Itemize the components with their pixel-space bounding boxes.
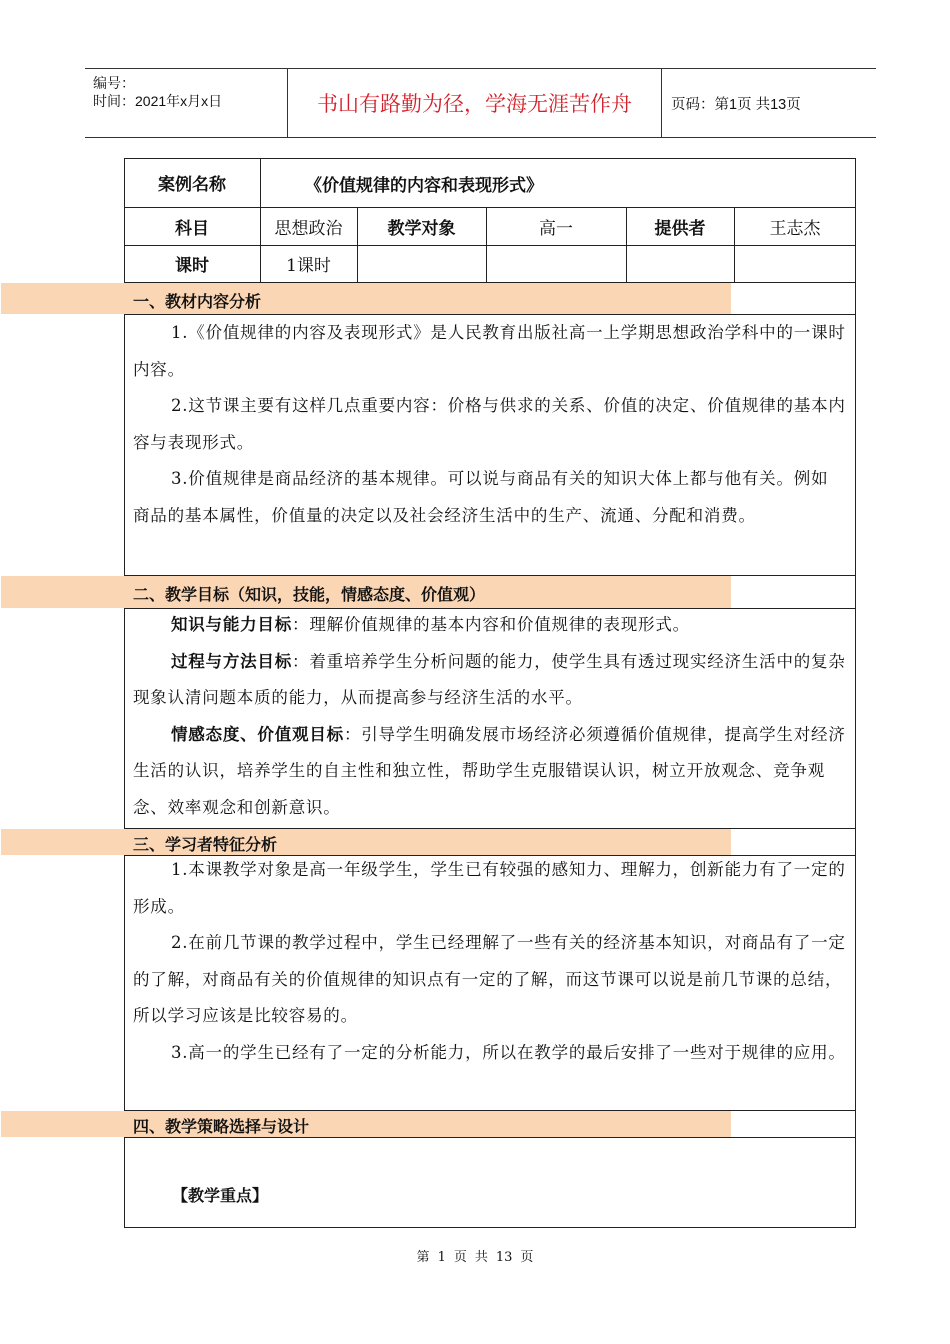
subject-value: 思想政治 [274,218,343,239]
hours-label: 课时 [175,256,209,276]
footer-word-2: 页 [453,1250,467,1265]
page-footer [0,1246,950,1265]
footer-total-pages: 13 [495,1250,513,1265]
header-meta [85,69,287,137]
page-header [85,68,876,138]
goal3-text: ：引导学生明确发展市场经济必须遵循价值规律，提高学生对经济生活的认识，培养学生的自主性和独立性，帮助学生克服错误认识，树立开放观念、竞争观念、效率观念和创新意识。 [133,724,846,817]
footer-page-number: 1 [437,1250,446,1265]
goal2-label: 过程与方法目标 [170,651,293,671]
target-value: 高一 [539,218,573,239]
goal3-label: 情感态度、价值观目标 [170,724,344,744]
serial-label: 编号： [93,75,135,91]
case-name-label: 案例名称 [158,175,226,195]
section4-title: 四、教学策略选择与设计 [133,1117,310,1136]
section3-p2: 2.在前几节课的教学过程中，学生已经理解了一些有关的经济基本知识，对商品有了一定的了解，对商品有关的价值规律的知识点有一定的了解，而这节课可以说是前几节课的总结，所以学习应该是比较容易的。 [133,933,846,1025]
footer-word-3: 共 [474,1250,488,1265]
provider-label: 提供者 [654,218,706,239]
time-label: 时间：2021年x月x日 [93,93,223,109]
footer-word-4: 页 [520,1250,534,1265]
section2-body [133,607,847,826]
section3-title: 三、学习者特征分析 [133,835,278,854]
case-name-value: 《价值规律的内容和表现形式》 [305,175,543,196]
section4-band [1,1111,731,1137]
subject-label: 科目 [175,218,209,239]
section2-goal2 [133,644,847,717]
section2-goal1 [133,607,847,644]
section1-band [1,283,731,314]
header-page-info: 页码：第1页 共13页 [671,96,801,113]
section2-title: 二、教学目标（知识，技能，情感态度、价值观） [133,585,486,604]
target-label: 教学对象 [387,218,456,239]
key-point-heading: 【教学重点】 [172,1186,269,1205]
goal1-label: 知识与能力目标 [170,615,293,634]
header-motto: 书山有路勤为径，学海无涯苦作舟 [287,69,662,137]
section1-p2: 2.这节课主要有这样几点重要内容：价格与供求的关系、价值的决定、价值规律的基本内容与表现形式。 [133,396,846,452]
footer-word-1: 第 [416,1250,430,1265]
section2-goal3 [133,717,847,827]
section1-p3: 3.价值规律是商品经济的基本规律。可以说与商品有关的知识大体上都与他有关。例如 商品的基本属性，价值量的决定以及社会经济生活中的生产、流通、分配和消费。 [133,469,829,525]
section1-title: 一、教材内容分析 [133,292,262,311]
goal1-text: ：理解价值规律的基本内容和价值规律的表现形式。 [292,615,690,634]
section3-p3: 3.高一的学生已经有了一定的分析能力，所以在教学的最后安排了一些对于规律的应用。 [170,1042,846,1062]
section1-p1: 1.《价值规律的内容及表现形式》是人民教育出版社高一上学期思想政治学科中的一课时内容。 [133,323,846,379]
hours-value: 1课时 [286,256,331,276]
section3-body [133,852,847,1071]
goal2-text: ：着重培养学生分析问题的能力，使学生具有透过现实经济生活中的复杂现象认清问题本质的能力，从而提高参与经济生活的水平。 [133,651,846,707]
section1-body [133,315,847,534]
section3-p1: 1.本课教学对象是高一年级学生，学生已有较强的感知力、理解力，创新能力有了一定的形成。 [133,860,846,916]
provider-value: 王志杰 [769,218,821,239]
